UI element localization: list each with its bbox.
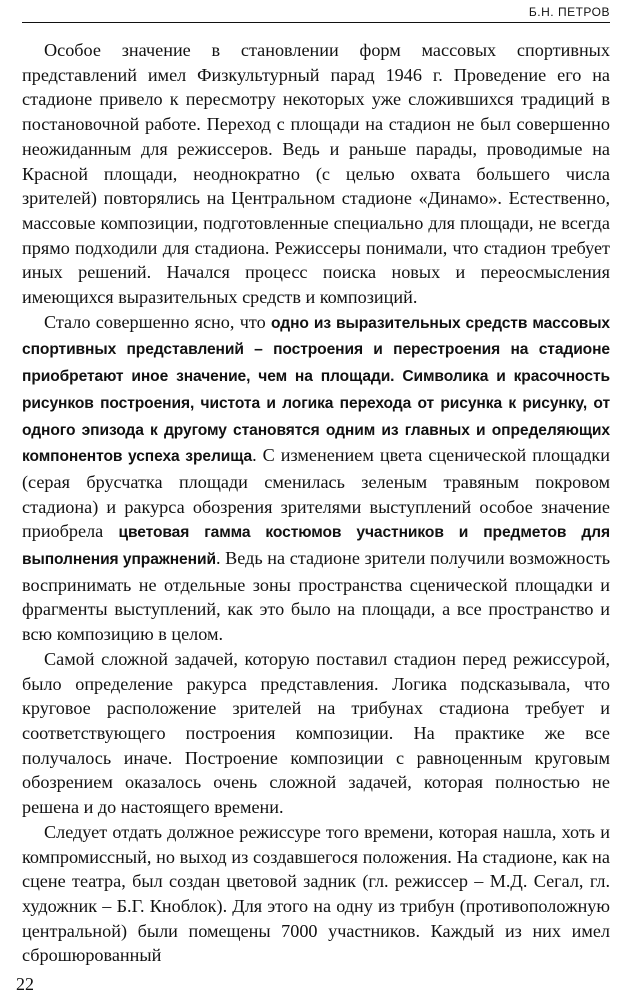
paragraph-text: Особое значение в становлении форм массовых спортивных представлений имел Физкультурный парад 1946 г. Проведение его на стадионе привело к пересмотру некоторых уже сложившихся традиций в постановочной работе. Переход с площади на стадион не был совершенно неожиданным для режиссеров. Ведь и раньше парады, проводимые на Красной площади, неоднократно (с целью охвата большего числа зрителей) повторялись на Центральном стадионе «Динамо». Естественно, массовые композиции, подготовленные специально для площади, не всегда прямо подходили для стадиона. Режиссеры понимали, что стадион требует иных решений. Начался процесс поиска новых и переосмысления имеющихся выразительных средств и композиций. (22, 40, 610, 308)
paragraph-text: Следует отдать должное режиссуре того времени, которая нашла, хоть и компромиссный, но выход из создавшегося положения. На стадионе, как на сцене театра, был создан цветовой задник (гл. режиссер – М.Д. Сегал, гл. художник – Б.Г. Кноблок). Для этого на одну из трибун (противоположную центральной) были помещены 7000 участников. Каждый из них имел сброшюрованный (22, 821, 610, 966)
paragraph-text: . С изменением цвета сценической площадки (серая брусчатка площади сменилась зеленым травяным покровом стадиона) и ракурса обозрения зрителями выступлений особое значение приобрела (22, 445, 611, 542)
paragraph-1 (22, 38, 610, 310)
paragraph-text: Стало совершенно ясно, что (44, 311, 272, 332)
paragraph-text: . Ведь на стадионе зрители получили возможность воспринимать не отдельные зоны пространства сценической площадки и фрагменты выступлений, как это было на площади, а все пространство и всю композицию в целом. (22, 548, 610, 645)
bold-emphasis: цветовая гамма костюмов участников и предметов для выполнения упражнений (22, 524, 610, 569)
bold-emphasis: одно из выразительных средств массовых спортивных представлений – построения и перестроения на стадионе приобретают иное значение, чем на площади. Символика и красочность рисунков построения, чистота и логика перехода от рисунка к рисунку, от одного эпизода к другому становятся одним из главных и определяющих компонентов успеха зрелища (22, 314, 610, 466)
running-head: Б.Н. ПЕТРОВ (528, 5, 610, 19)
paragraph-3 (22, 647, 610, 820)
paragraph-2 (22, 310, 610, 647)
paragraph-4 (22, 820, 610, 968)
body-text (22, 38, 610, 968)
page-number: 22 (16, 974, 34, 994)
paragraph-text: Самой сложной задачей, которую поставил стадион перед режиссурой, было определение ракурса представления. Логика подсказывала, что круговое расположение зрителей на трибунах стадиона требует и соответствующего построения композиции. На практике же все получалось иначе. Построение композиции с равноценным круговым обозрением оказалось очень сложной задачей, которая полностью не решена и до настоящего времени. (22, 648, 610, 818)
header-rule (22, 22, 610, 23)
